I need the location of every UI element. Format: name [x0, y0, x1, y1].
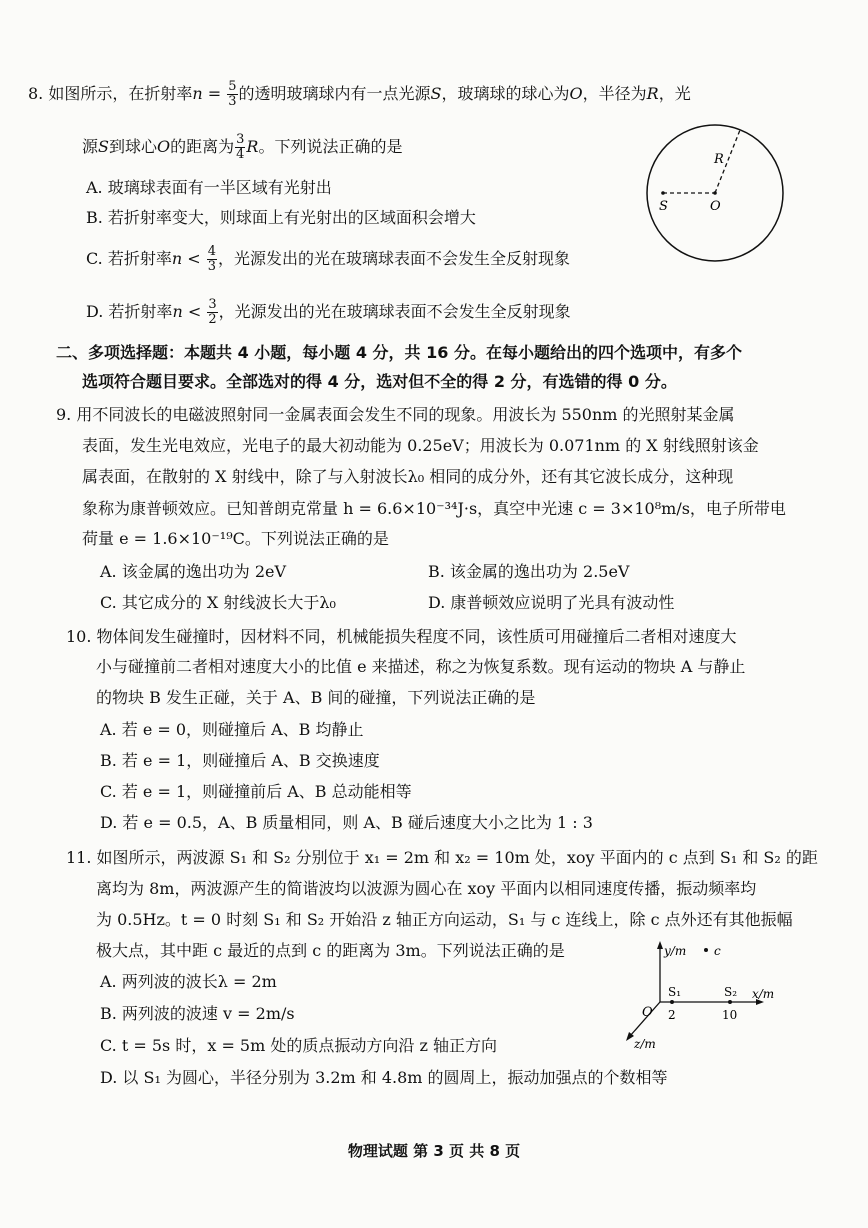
q9-option-b: B. 该金属的逸出功为 2.5eV [428, 562, 630, 581]
q8-option-b: B. 若折射率变大，则球面上有光射出的区域面积会增大 [86, 208, 476, 227]
q11-option-d: D. 以 S₁ 为圆心，半径分别为 3.2m 和 4.8m 的圆周上，振动加强点的个数相等 [100, 1068, 668, 1087]
section2-header-line1: 二、多项选择题：本题共 4 小题，每小题 4 分，共 16 分。在每小题给出的四个选项中，有多个 [56, 343, 742, 362]
q10-line3: 的物块 B 发生正碰，关于 A、B 间的碰撞，下列说法正确的是 [96, 688, 536, 707]
q8-text: 的距离为 [170, 137, 235, 156]
q8-option-c [86, 245, 570, 274]
label-y-axis: y/m [664, 944, 687, 958]
frac-num: 3 [236, 132, 245, 147]
q11-option-c: C. t = 5s 时，x = 5m 处的质点振动方向沿 z 轴正方向 [100, 1036, 497, 1055]
s-symbol: S [98, 137, 109, 156]
q10-option-a: A. 若 e = 0，则碰撞后 A、B 均静止 [100, 720, 364, 739]
q10-option-c: C. 若 e = 1，则碰撞前后 A、B 总动能相等 [100, 782, 412, 801]
frac-den: 3 [228, 94, 237, 109]
q9-line1: 9. 用不同波长的电磁波照射同一金属表面会发生不同的现象。用波长为 550nm 的光照射某金属 [56, 405, 735, 424]
tick-10: 10 [722, 1008, 738, 1022]
q9-line5: 荷量 e = 1.6×10⁻¹⁹C。下列说法正确的是 [82, 529, 389, 548]
q8-text: ，半径为 [582, 84, 647, 103]
q8-text: 到球心 [108, 137, 157, 156]
frac-num: 4 [207, 244, 217, 259]
label-o: O [710, 199, 721, 214]
q9-option-d: D. 康普顿效应说明了光具有波动性 [428, 593, 675, 612]
wave-source-axes-figure [608, 938, 788, 1058]
q8-text: ，光 [658, 84, 691, 103]
y-axis-arrow-icon [657, 941, 663, 949]
q10-line1: 10. 物体间发生碰撞时，因材料不同，机械能损失程度不同，该性质可用碰撞后二者相对速度大 [66, 627, 737, 646]
q10-option-b: B. 若 e = 1，则碰撞后 A、B 交换速度 [100, 751, 380, 770]
section2-header-line2: 选项符合题目要求。全部选对的得 4 分，选对但不全的得 2 分，有选错的得 0 分。 [82, 372, 677, 391]
equals: = [202, 84, 227, 103]
fraction-4-3 [207, 245, 217, 274]
q8-text: 。下列说法正确的是 [258, 137, 403, 156]
label-origin: O [642, 1005, 653, 1020]
q10-line2: 小与碰撞前二者相对速度大小的比值 e 来描述，称之为恢复系数。现有运动的物块 A 与静止 [96, 657, 746, 676]
less-than: < [182, 249, 206, 268]
o-symbol: O [569, 84, 583, 103]
q9-line4: 象称为康普顿效应。已知普朗克常量 h = 6.6×10⁻³⁴J·s，真空中光速 c = 3×10⁸m/s，电子所带电 [82, 499, 786, 518]
option-text: ，光源发出的光在玻璃球表面不会发生全反射现象 [218, 302, 571, 321]
q9-line2: 表面，发生光电效应，光电子的最大初动能为 0.25eV；用波长为 0.071nm 的 X 射线照射该金 [82, 436, 759, 455]
label-s2: S₂ [724, 985, 738, 999]
n-symbol: n [171, 249, 183, 268]
frac-den: 2 [208, 312, 217, 327]
q10-option-d: D. 若 e = 0.5，A、B 质量相同，则 A、B 碰后速度大小之比为 1 : 3 [100, 813, 593, 832]
q11-option-b: B. 两列波的波速 v = 2m/s [100, 1004, 295, 1023]
c-point [704, 948, 708, 952]
fraction-5-3 [227, 80, 237, 109]
page-footer: 物理试题 第 3 页 共 8 页 [347, 1142, 521, 1160]
n-symbol: n [192, 84, 203, 103]
q8-text: 源 [82, 137, 99, 156]
option-text: C. 若折射率 [86, 249, 172, 268]
q9-option-a: A. 该金属的逸出功为 2eV [100, 562, 287, 581]
fraction-3-4 [235, 133, 245, 162]
option-text: ，光源发出的光在玻璃球表面不会发生全反射现象 [218, 249, 571, 268]
s2-point [728, 1000, 732, 1004]
frac-num: 3 [208, 297, 217, 312]
q11-line4: 极大点，其中距 c 最近的点到 c 的距离为 3m。下列说法正确的是 [96, 941, 565, 960]
less-than: < [182, 302, 207, 321]
label-x-axis: x/m [752, 987, 775, 1001]
label-c: c [714, 944, 721, 958]
q11-line2: 离均为 8m，两波源产生的简谐波均以波源为圆心在 xoy 平面内以相同速度传播，振动频率均 [96, 879, 757, 898]
label-z-axis: z/m [634, 1037, 656, 1051]
glass-sphere-figure [640, 118, 790, 268]
fraction-3-2 [207, 298, 217, 327]
q9-line3: 属表面，在散射的 X 射线中，除了与入射波长λ₀ 相同的成分外，还有其它波长成分，这种现 [82, 467, 734, 486]
q8-option-d [86, 298, 571, 327]
tick-2: 2 [668, 1008, 676, 1022]
n-symbol: n [172, 302, 183, 321]
o-symbol: O [157, 137, 171, 156]
center-point [713, 191, 717, 195]
q8-text: ，玻璃球的球心为 [441, 84, 570, 103]
r-symbol: R [246, 137, 259, 156]
q11-option-a: A. 两列波的波长λ = 2m [100, 972, 277, 991]
q8-line2 [82, 133, 402, 162]
q11-line1: 11. 如图所示，两波源 S₁ 和 S₂ 分别位于 x₁ = 2m 和 x₂ = 10m 处，xoy 平面内的 c 点到 S₁ 和 S₂ 的距 [66, 848, 818, 867]
q8-option-a: A. 玻璃球表面有一半区域有光射出 [86, 178, 332, 197]
q8-line1 [28, 80, 691, 109]
q9-option-c: C. 其它成分的 X 射线波长大于λ₀ [100, 593, 336, 612]
frac-num: 5 [228, 79, 237, 94]
label-s: S [659, 199, 668, 214]
q8-text: 8. 如图所示，在折射率 [28, 84, 193, 103]
source-point [661, 191, 665, 195]
q8-text: 的透明玻璃球内有一点光源 [238, 84, 431, 103]
label-s1: S₁ [668, 985, 682, 999]
q11-line3: 为 0.5Hz。t = 0 时刻 S₁ 和 S₂ 开始沿 z 轴正方向运动，S₁ 与 c 连线上，除 c 点外还有其他振幅 [96, 910, 793, 929]
r-symbol: R [646, 84, 659, 103]
label-r: R [714, 152, 724, 167]
option-text: D. 若折射率 [86, 302, 173, 321]
frac-den: 4 [236, 147, 245, 162]
s-symbol: S [430, 84, 442, 103]
s1-point [670, 1000, 674, 1004]
frac-den: 3 [207, 259, 217, 274]
